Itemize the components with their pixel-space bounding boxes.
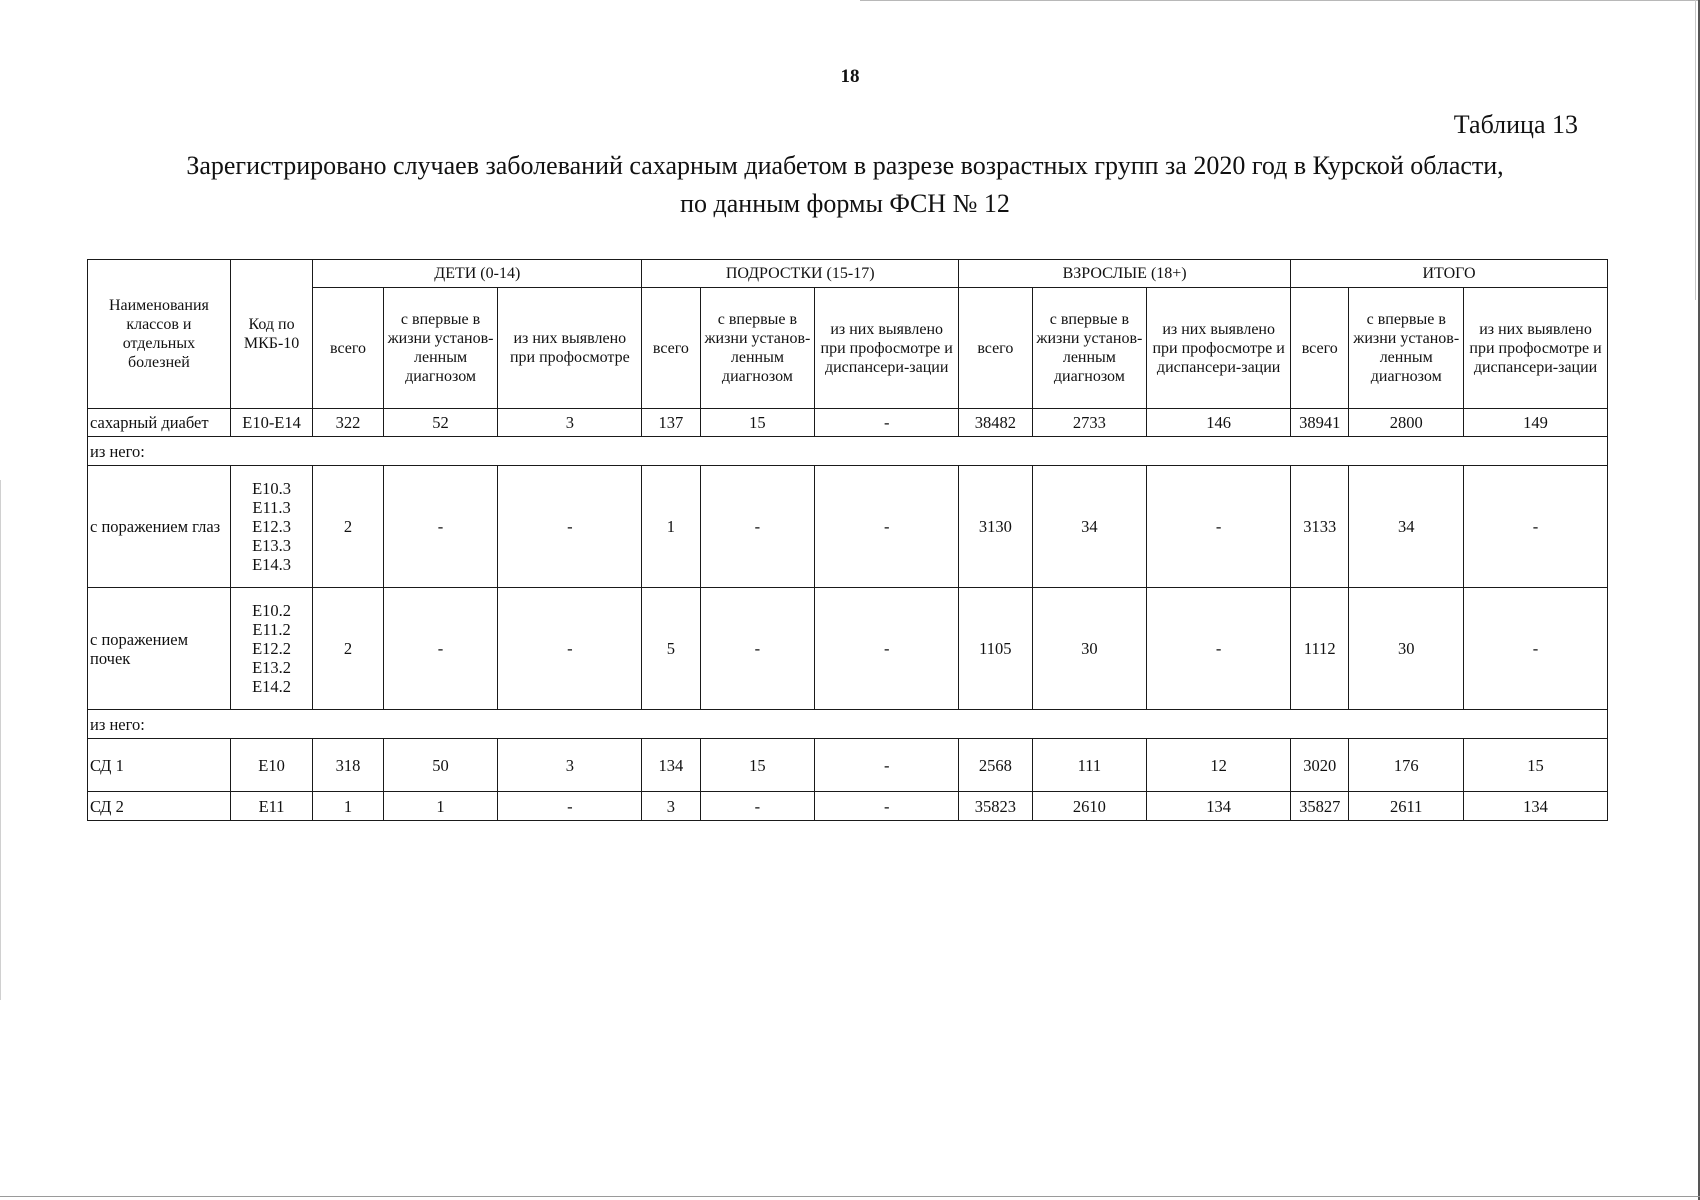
- cell-value: 3: [498, 409, 642, 437]
- cell-value: -: [1147, 588, 1291, 710]
- subheading: из него:: [88, 437, 1608, 466]
- header-group-total: ИТОГО: [1291, 260, 1608, 288]
- header-group-children: ДЕТИ (0-14): [313, 260, 642, 288]
- row-code: Е10-Е14: [230, 409, 312, 437]
- row-code: Е10.2: [252, 601, 292, 620]
- row-name: сахарный диабет: [88, 409, 231, 437]
- cell-value: 134: [1464, 792, 1608, 821]
- cell-value: 3130: [959, 466, 1032, 588]
- cell-value: -: [815, 792, 959, 821]
- cell-value: 3020: [1291, 739, 1349, 792]
- row-code-list: [230, 588, 312, 710]
- cell-value: -: [700, 588, 815, 710]
- cell-value: -: [1464, 588, 1608, 710]
- cell-value: -: [383, 588, 498, 710]
- cell-value: 2800: [1349, 409, 1464, 437]
- cell-value: 12: [1147, 739, 1291, 792]
- cell-value: 149: [1464, 409, 1608, 437]
- cell-value: 15: [1464, 739, 1608, 792]
- cell-value: -: [815, 409, 959, 437]
- cell-value: 15: [700, 739, 815, 792]
- cell-value: -: [1464, 466, 1608, 588]
- cell-value: 3: [642, 792, 700, 821]
- cell-value: -: [700, 792, 815, 821]
- title-line-1: Зарегистрировано случаев заболеваний сахарным диабетом в разрезе возрастных групп за 2020 год в Курской области,: [186, 151, 1504, 180]
- cell-value: -: [498, 466, 642, 588]
- cell-value: 134: [1147, 792, 1291, 821]
- cell-value: 1: [383, 792, 498, 821]
- cell-value: 3: [498, 739, 642, 792]
- row-code-list: [230, 466, 312, 588]
- cell-value: -: [498, 792, 642, 821]
- cell-value: 34: [1032, 466, 1147, 588]
- cell-value: 30: [1032, 588, 1147, 710]
- cell-value: 38941: [1291, 409, 1349, 437]
- cell-value: 15: [700, 409, 815, 437]
- cell-value: -: [815, 739, 959, 792]
- cell-value: 50: [383, 739, 498, 792]
- header-name: Наименования классов и отдельных болезней: [88, 260, 231, 409]
- row-code: Е12.3: [252, 517, 292, 536]
- header-code: Код по МКБ-10: [230, 260, 312, 409]
- table-body: [88, 409, 1608, 821]
- cell-value: 146: [1147, 409, 1291, 437]
- row-code: Е13.2: [252, 658, 292, 677]
- cell-value: 134: [642, 739, 700, 792]
- row-code: Е11: [230, 792, 312, 821]
- cell-value: 3133: [1291, 466, 1349, 588]
- row-code: Е14.3: [252, 555, 292, 574]
- header-group-teens: ПОДРОСТКИ (15-17): [642, 260, 959, 288]
- row-code: Е11.2: [252, 620, 291, 639]
- page-number: 18: [840, 66, 860, 87]
- table-row-eyes: [88, 466, 1608, 588]
- header-children-first: с впервые в жизни установ-ленным диагнозом: [383, 288, 498, 409]
- cell-value: 1105: [959, 588, 1032, 710]
- scan-edge-left: [0, 480, 1, 1000]
- header-children-total: всего: [313, 288, 383, 409]
- cell-value: 5: [642, 588, 700, 710]
- table-label: Таблица 13: [1453, 110, 1578, 139]
- cell-value: 318: [313, 739, 383, 792]
- row-name: СД 2: [88, 792, 231, 821]
- row-code: Е10.3: [252, 479, 292, 498]
- diabetes-table: [87, 259, 1608, 821]
- table-row-kidneys: [88, 588, 1608, 710]
- header-adults-found: из них выявлено при профосмотре и диспансери-зации: [1147, 288, 1291, 409]
- table-row-sd2: [88, 792, 1608, 821]
- cell-value: 1112: [1291, 588, 1349, 710]
- row-code: Е10: [230, 739, 312, 792]
- cell-value: -: [498, 588, 642, 710]
- header-teens-first: с впервые в жизни установ-ленным диагнозом: [700, 288, 815, 409]
- cell-value: -: [815, 588, 959, 710]
- table-row-subheading: [88, 437, 1608, 466]
- cell-value: 2: [313, 466, 383, 588]
- header-children-found: из них выявлено при профосмотре: [498, 288, 642, 409]
- table-header: [88, 260, 1608, 409]
- cell-value: -: [383, 466, 498, 588]
- scan-edge-right-inner: [1695, 0, 1696, 300]
- header-group-adults: ВЗРОСЛЫЕ (18+): [959, 260, 1291, 288]
- scan-edge-top: [860, 0, 1700, 1]
- cell-value: 2: [313, 588, 383, 710]
- header-overall-found: из них выявлено при профосмотре и диспансери-зации: [1464, 288, 1608, 409]
- cell-value: 38482: [959, 409, 1032, 437]
- row-code: Е13.3: [252, 536, 292, 555]
- title-line-2: по данным формы ФСН № 12: [680, 189, 1010, 218]
- cell-value: 52: [383, 409, 498, 437]
- row-code: Е11.3: [252, 498, 291, 517]
- table-row-sd1: [88, 739, 1608, 792]
- header-adults-first: с впервые в жизни установ-ленным диагнозом: [1032, 288, 1147, 409]
- cell-value: 35827: [1291, 792, 1349, 821]
- cell-value: 137: [642, 409, 700, 437]
- header-teens-total: всего: [642, 288, 700, 409]
- page-title: [80, 147, 1610, 223]
- cell-value: 111: [1032, 739, 1147, 792]
- row-code: Е14.2: [252, 677, 292, 696]
- cell-value: 2611: [1349, 792, 1464, 821]
- row-name: СД 1: [88, 739, 231, 792]
- row-name: с поражением глаз: [88, 466, 231, 588]
- subheading: из него:: [88, 710, 1608, 739]
- cell-value: 30: [1349, 588, 1464, 710]
- cell-value: 2568: [959, 739, 1032, 792]
- scan-edge-bottom: [0, 1196, 1700, 1197]
- row-name: с поражением почек: [88, 588, 231, 710]
- header-teens-found: из них выявлено при профосмотре и диспансери-зации: [815, 288, 959, 409]
- table-row-diabetes: [88, 409, 1608, 437]
- header-adults-total: всего: [959, 288, 1032, 409]
- row-code: Е12.2: [252, 639, 292, 658]
- cell-value: 2610: [1032, 792, 1147, 821]
- cell-value: -: [815, 466, 959, 588]
- header-overall-first: с впервые в жизни установ-ленным диагнозом: [1349, 288, 1464, 409]
- cell-value: 1: [642, 466, 700, 588]
- table-row-subheading: [88, 710, 1608, 739]
- cell-value: 322: [313, 409, 383, 437]
- cell-value: 35823: [959, 792, 1032, 821]
- cell-value: -: [700, 466, 815, 588]
- cell-value: 1: [313, 792, 383, 821]
- cell-value: -: [1147, 466, 1291, 588]
- cell-value: 176: [1349, 739, 1464, 792]
- header-overall-total: всего: [1291, 288, 1349, 409]
- cell-value: 34: [1349, 466, 1464, 588]
- cell-value: 2733: [1032, 409, 1147, 437]
